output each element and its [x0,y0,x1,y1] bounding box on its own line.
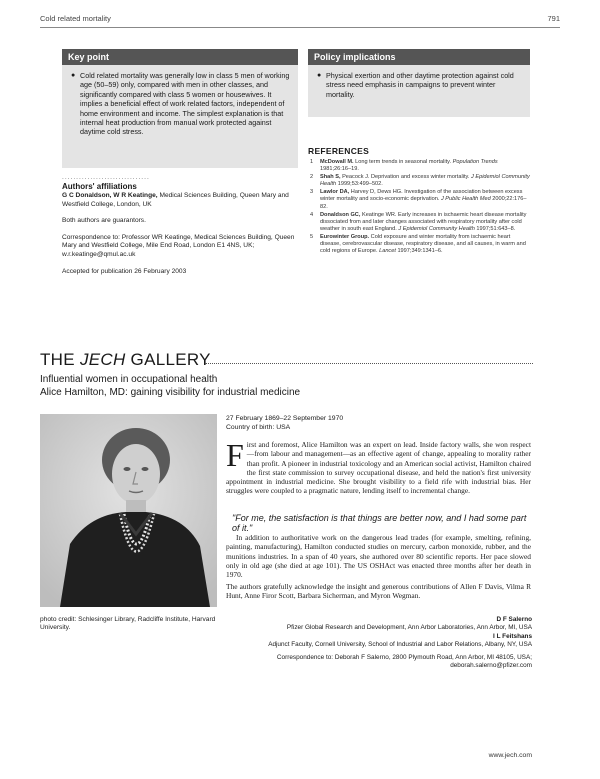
key-point-text: Cold related mortality was generally low in class 5 men of working age (50–59) only, compared with men in other classes, and significantly compared with class 5 women or housewives. It implies a beneficial effect of work related factors, independent of home environment and income. The simplest explanation is that internal heat production from manual work protected against daytime cold stress. [80,71,290,137]
gallery-paragraph-1: First and foremost, Alice Hamilton was an expert on lead. Inside factory walls, she won respect—from labour and management—as an effective agent of change, appealing to morality rather than profit. A pioneer in industrial toxicology and an American social activist, Hamilton chaired the first state commission to survey occupational disease, and held the nation's first university appointment in industrial medicine. She brought visibility to a field rife with industrial bias. Her struggles were coupled to a pragmatic nature, lending itself to incremental change. [226,437,531,496]
portrait-illustration [40,414,217,607]
gallery-subtitle-1: Influential women in occupational health [40,374,218,385]
photo-credit: photo credit: Schlesinger Library, Radcliffe Institute, Harvard University. [40,616,216,632]
drop-cap: F [226,437,244,473]
author-2-name: I L Feitshans [493,632,532,640]
policy-text: Physical exertion and other daytime protection against cold stress need emphasis in campaigns to prevent winter mortality. [326,71,514,99]
gallery-paragraph-2: In addition to authoritative work on the dangerous lead trades (for example, smelting, refining, painting, manufacturing), Hamilton conducted studies on mercury, carbon monoxide, rubber, and the munitions industries. In a span of 40 years, she authored over 80 scientific reports. Her pace slowed only in old age (she died at age 101). The US OSHAct was enacted three months after her death in 1970. [226,533,531,580]
reference-item: 5 Eurowinter Group. Cold exposure and winter mortality from ischaemic heart disease, cerebrovascular disease, respiratory disease, and all causes, in warm and cold regions of Europe. Lancet 1997;349:1341–6. [310,233,526,255]
key-point-box [62,49,298,168]
header-rule [40,27,560,28]
affiliations-authors-line [62,192,298,209]
author-2-affiliation: Adjunct Faculty, Cornell University, School of Industrial and Labor Relations, Albany, NY, USA [268,641,532,649]
author-1-affiliation: Pfizer Global Research and Development, Ann Arbor Laboratories, Ann Arbor, MI, USA [286,624,532,632]
gallery-authors [192,616,532,670]
pull-quote: "For me, the satisfaction is that things are better now, and I had some part of it." [232,513,527,533]
accepted-date: Accepted for publication 26 February 2003 [62,267,187,275]
policy-body [308,65,530,117]
bullet-icon: ● [317,72,322,79]
reference-item: 4 Donaldson GC, Keatinge WR. Early increases in ischaemic heart disease mortality dissociated from and later changes associated with respiratory mortality after cold weather in south east England. J Epidemiol Community Health 1997;51:643–8. [310,211,527,232]
references-list [308,159,530,255]
gallery-email: deborah.salerno@pfizer.com [450,662,532,670]
country-of-birth: Country of birth: USA [226,423,291,431]
page-number: 791 [547,14,560,23]
key-point-title: Key point [62,49,298,65]
birth-death-dates: 27 February 1869–22 September 1970 [226,415,344,422]
key-point-body [62,65,298,168]
portrait-photo [40,414,217,607]
gallery-subtitle-2: Alice Hamilton, MD: gaining visibility for industrial medicine [40,387,301,398]
reference-item: 3 Lawlor DA, Harvey D, Dews HG. Investigation of the association between excess winter mortality and socio-economic deprivation. J Public Health Med 2000;22:176–82. [310,189,527,210]
affiliations-dots: ............................... [62,174,150,181]
correspondence: Correspondence to: Professor WR Keatinge, Medical Sciences Building, Queen Mary and Westfield College, Mile End Road, London E1 4NS, UK; w.r.keatinge@qmul.ac.uk [62,233,295,258]
bullet-icon: ● [71,72,76,79]
reference-item: 1 McDowall M. Long term trends in seasonal mortality. Population Trends 1981;26:16–19. [310,159,498,173]
gallery-title-dots [205,363,533,364]
acknowledgements: The authors gratefully acknowledge the insight and generous contributions of Allen F Davis, Vilma R Hunt, Anne Firor Scott, Barbara Sicherman, and Myron Wegman. [226,582,531,601]
gallery-title: THE JECH GALLERY [40,350,211,369]
guarantors: Both authors are guarantors. [62,217,146,225]
running-title: Cold related mortality [40,14,111,23]
gallery-dates-block [226,415,343,432]
policy-box [308,49,530,117]
policy-title: Policy implications [308,49,530,65]
affiliations-address: Medical Sciences Building, Queen Mary and Westfield College, London, UK [62,192,289,208]
references-title: REFERENCES [308,146,370,156]
footer-url[interactable]: www.jech.com [488,752,532,759]
reference-item: 2 Shah S, Peacock J. Deprivation and excess winter mortality. J Epidemiol Community Health 1999;53:499–502. [310,174,530,188]
affiliations-title: Authors' affiliations [62,182,137,191]
references [308,146,530,256]
author-1-name: D F Salerno [496,616,532,623]
affiliations [62,175,298,276]
affiliations-authors: G C Donaldson, W R Keatinge, [62,192,158,199]
gallery-correspondence: Correspondence to: Deborah F Salerno, 2800 Plymouth Road, Ann Arbor, MI 48105, USA; [276,653,532,661]
